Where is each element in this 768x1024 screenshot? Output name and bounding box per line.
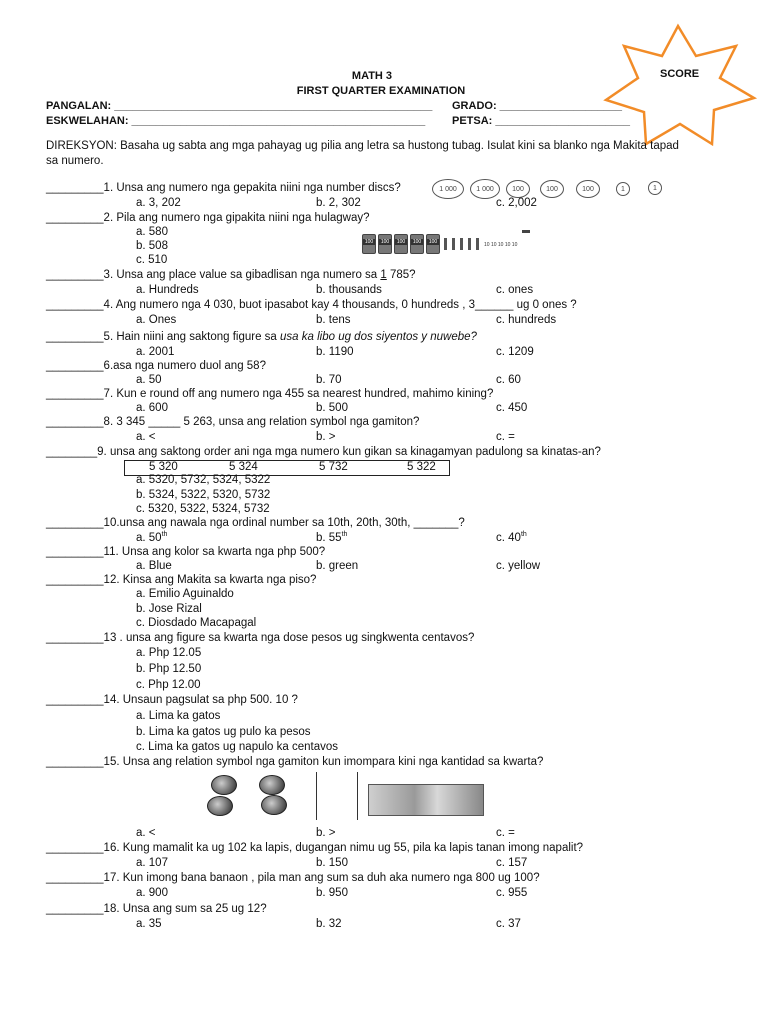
bundle-100: 100	[410, 234, 424, 254]
q5-choice-a[interactable]: a. 2001	[136, 346, 175, 358]
score-star-icon	[598, 20, 758, 148]
q10-choice-c-text: c. 40	[496, 531, 521, 544]
score-label: SCORE	[660, 68, 700, 80]
q10-choice-b[interactable]	[316, 531, 347, 544]
q18-choice-a[interactable]: a. 35	[136, 918, 162, 930]
q13-choice-c[interactable]: c. Php 12.00	[136, 679, 201, 691]
box-number: 5 732	[319, 461, 348, 473]
question-2: _________2. Pila ang numero nga gipakita niini nga hulagway?	[46, 212, 370, 224]
q17-choice-a[interactable]: a. 900	[136, 887, 168, 899]
grade-field[interactable]: GRADO: ____________________	[452, 100, 623, 112]
q16-choice-b[interactable]: b. 150	[316, 857, 348, 869]
q12-choice-b[interactable]: b. Jose Rizal	[136, 603, 202, 615]
q10-choice-a-text: a. 50	[136, 531, 162, 544]
question-15: _________15. Unsa ang relation symbol nga gamiton kun imompara kini nga kantidad sa kwarta?	[46, 756, 544, 768]
box-number: 5 322	[407, 461, 436, 473]
question-12: _________12. Kinsa ang Makita sa kwarta nga piso?	[46, 574, 317, 586]
question-17: _________17. Kun imong bana banaon , pila man ang sum sa duh aka numero nga 800 ug 100?	[46, 872, 540, 884]
q1-choice-a[interactable]: a. 3, 202	[136, 197, 181, 209]
disc-100: 100	[540, 180, 564, 198]
name-field[interactable]: PANGALAN: ____________________________________________________	[46, 100, 433, 112]
divider-line	[316, 772, 317, 820]
question-5-text: _________5. Hain niini ang saktong figure sa	[46, 331, 281, 343]
q14-choice-a[interactable]: a. Lima ka gatos	[136, 710, 221, 722]
q12-choice-a[interactable]: a. Emilio Aguinaldo	[136, 588, 234, 600]
q18-choice-c[interactable]: c. 37	[496, 918, 521, 930]
stick-10	[444, 238, 447, 250]
question-14: _________14. Unsaun pagsulat sa php 500. 10 ?	[46, 694, 298, 706]
q15-choice-c[interactable]: c. =	[496, 827, 515, 839]
bundle-100: 100	[378, 234, 392, 254]
q10-choice-c[interactable]	[496, 531, 527, 544]
question-4: _________4. Ang numero nga 4 030, buot ipasabot kay 4 thousands, 0 hundreds , 3______ ug 0 ones ?	[46, 299, 577, 311]
bundle-100: 100	[426, 234, 440, 254]
box-number: 5 320	[149, 461, 178, 473]
q4-choice-c[interactable]: c. hundreds	[496, 314, 557, 326]
q4-choice-b[interactable]: b. tens	[316, 314, 351, 326]
bundle-100: 100	[394, 234, 408, 254]
banknote-icon	[368, 784, 484, 816]
q10-choice-a[interactable]	[136, 531, 167, 544]
question-3-rest: 785?	[386, 269, 416, 281]
q6-choice-c[interactable]: c. 60	[496, 374, 521, 386]
q5-choice-b[interactable]: b. 1190	[316, 346, 354, 358]
sticks-label: 10 10 10 10 10	[484, 242, 518, 248]
coin-icon	[211, 775, 237, 795]
q17-choice-c[interactable]: c. 955	[496, 887, 528, 899]
q16-choice-c[interactable]: c. 157	[496, 857, 528, 869]
q11-choice-b[interactable]: b. green	[316, 560, 359, 572]
date-field[interactable]: PETSA: ______________________	[452, 115, 630, 127]
q16-choice-a[interactable]: a. 107	[136, 857, 168, 869]
q7-choice-b[interactable]: b. 500	[316, 402, 348, 414]
disc-100: 100	[506, 180, 530, 198]
q15-choice-a[interactable]: a. <	[136, 827, 156, 839]
q7-choice-c[interactable]: c. 450	[496, 402, 528, 414]
question-8: _________8. 3 345 _____ 5 263, unsa ang relation symbol nga gamiton?	[46, 416, 420, 428]
disc-1000: 1 000	[470, 179, 500, 199]
q11-choice-c[interactable]: c. yellow	[496, 560, 541, 572]
ordinal-suffix: th	[520, 531, 527, 538]
directions-line1: DIREKSYON: Basaha ug sabta ang mga pahayag ug pilia ang letra sa hustong tubag. Isulat kini sa blanko nga Makita tapad	[46, 140, 679, 152]
question-10: _________10.unsa ang nawala nga ordinal number sa 10th, 20th, 30th, _______?	[46, 517, 465, 529]
q10-choice-b-text: b. 55	[316, 531, 342, 544]
q5-choice-c[interactable]: c. 1209	[496, 346, 534, 358]
q12-choice-c[interactable]: c. Diosdado Macapagal	[136, 617, 257, 629]
q18-choice-b[interactable]: b. 32	[316, 918, 342, 930]
question-3	[46, 269, 416, 281]
disc-1: 1	[616, 182, 630, 196]
stick-10	[468, 238, 471, 250]
q6-choice-b[interactable]: b. 70	[316, 374, 342, 386]
q8-choice-b[interactable]: b. >	[316, 431, 336, 443]
box-number: 5 324	[229, 461, 258, 473]
stick-10	[460, 238, 463, 250]
bundle-100: 100	[362, 234, 376, 254]
question-1: _________1. Unsa ang numero nga gepakita niini nga number discs?	[46, 182, 401, 194]
disc-100: 100	[576, 180, 600, 198]
divider-line	[357, 772, 358, 820]
stick-10	[452, 238, 455, 250]
q14-choice-c[interactable]: c. Lima ka gatos ug napulo ka centavos	[136, 741, 339, 753]
q9-choice-b[interactable]: b. 5324, 5322, 5320, 5732	[136, 489, 271, 501]
q1-choice-c[interactable]: c. 2,002	[496, 197, 537, 209]
exam-title: FIRST QUARTER EXAMINATION	[296, 85, 466, 97]
question-11: _________11. Unsa ang kolor sa kwarta nga php 500?	[46, 546, 326, 558]
q3-choice-a[interactable]: a. Hundreds	[136, 284, 199, 296]
subject-title: MATH 3	[351, 70, 393, 82]
coin-icon	[261, 795, 287, 815]
coin-icon	[259, 775, 285, 795]
coin-icon	[207, 796, 233, 816]
q8-choice-c[interactable]: c. =	[496, 431, 515, 443]
q15-choice-b[interactable]: b. >	[316, 827, 336, 839]
q13-choice-b[interactable]: b. Php 12.50	[136, 663, 202, 675]
q11-choice-a[interactable]: a. Blue	[136, 560, 172, 572]
question-7: _________7. Kun e round off ang numero nga 455 sa nearest hundred, mahimo kining?	[46, 388, 494, 400]
q6-choice-a[interactable]: a. 50	[136, 374, 162, 386]
stick-10	[476, 238, 479, 250]
ordinal-suffix: th	[161, 531, 168, 538]
q7-choice-a[interactable]: a. 600	[136, 402, 168, 414]
question-5-italic: usa ka libo ug dos siyentos y nuwebe?	[280, 331, 477, 343]
stick-mark	[522, 230, 530, 233]
school-field[interactable]: ESKWELAHAN: ________________________________________________	[46, 115, 426, 127]
q2-choice-c[interactable]: c. 510	[136, 254, 168, 266]
q4-choice-a[interactable]: a. Ones	[136, 314, 177, 326]
q8-choice-a[interactable]: a. <	[136, 431, 156, 443]
q13-choice-a[interactable]: a. Php 12.05	[136, 647, 202, 659]
question-9: ________9. unsa ang saktong order ani nga mga numero kun gikan sa kinagamyan padulong sa kinatas-an?	[46, 446, 601, 458]
q9-choice-a[interactable]: a. 5320, 5732, 5324, 5322	[136, 474, 271, 486]
q9-choice-c[interactable]: c. 5320, 5322, 5324, 5732	[136, 503, 270, 515]
q17-choice-b[interactable]: b. 950	[316, 887, 348, 899]
q3-choice-b[interactable]: b. thousands	[316, 284, 382, 296]
underlined-digit: 1	[380, 269, 387, 281]
q1-choice-b[interactable]: b. 2, 302	[316, 197, 361, 209]
question-18: _________18. Unsa ang sum sa 25 ug 12?	[46, 903, 267, 915]
directions-line2: sa numero.	[46, 155, 104, 167]
q2-choice-a[interactable]: a. 580	[136, 226, 168, 238]
question-6: _________6.asa nga numero duol ang 58?	[46, 360, 266, 372]
q2-choice-b[interactable]: b. 508	[136, 240, 168, 252]
q3-choice-c[interactable]: c. ones	[496, 284, 534, 296]
question-13: _________13 . unsa ang figure sa kwarta nga dose pesos ug singkwenta centavos?	[46, 632, 475, 644]
disc-1000: 1 000	[432, 179, 464, 199]
disc-1: 1	[648, 181, 662, 195]
question-5	[46, 331, 477, 343]
q14-choice-b[interactable]: b. Lima ka gatos ug pulo ka pesos	[136, 726, 311, 738]
ordinal-suffix: th	[341, 531, 348, 538]
question-16: _________16. Kung mamalit ka ug 102 ka lapis, dugangan nimu ug 55, pila ka lapis tanan imong napalit?	[46, 842, 584, 854]
question-3-text: _________3. Unsa ang place value sa gibadlisan nga numero sa	[46, 269, 381, 281]
